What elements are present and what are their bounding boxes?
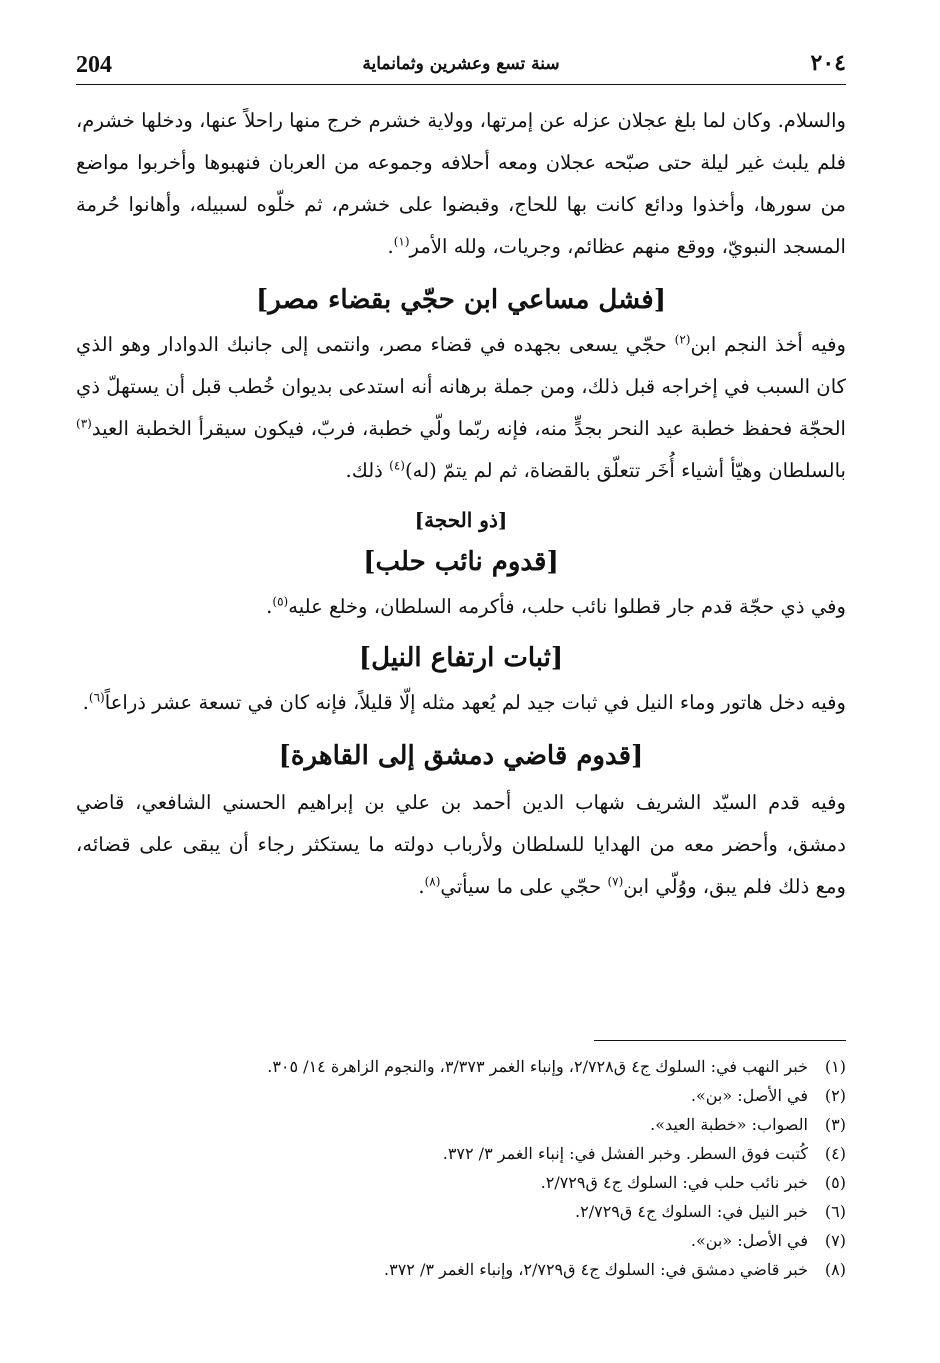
- footnote-separator: [594, 1040, 846, 1041]
- footnote-ref[interactable]: (٥): [272, 594, 289, 609]
- section-heading-ibn-hajji: [فشل مساعي ابن حجّي بقضاء مصر]: [255, 285, 667, 315]
- footnote-ref[interactable]: (٢): [674, 332, 691, 347]
- footnote-ref[interactable]: (٨): [424, 874, 441, 889]
- footnote-6: (٦)خبر النيل في: السلوك ج٤ ق٢/٧٢٩.: [575, 1202, 846, 1221]
- footnote-7: (٧)في الأصل: «بن».: [690, 1231, 846, 1250]
- footnotes: [76, 1052, 846, 1284]
- footnote-2: (٢)في الأصل: «بن».: [690, 1086, 846, 1105]
- footnote-ref[interactable]: (١): [393, 234, 410, 249]
- running-head: [76, 48, 846, 85]
- page-number-arabic: ٢٠٤: [810, 50, 846, 76]
- footnote-ref[interactable]: (٧): [607, 874, 624, 889]
- paragraph-damascus: وفيه قدم السيّد الشريف شهاب الدين أحمد بن علي بن إبراهيم الحسني الشافعي، قاضي دمشق، وأحضر معه من الهدايا للسلطان ولأرباب دولته ما يستكثر رجاء أن يبقى على قضائه، ومع ذلك فلم يبق، ووُلّي ابن$^{(٧)}$ حجّي على ما سيأتي$^{(٨)}$.: [76, 791, 846, 898]
- footnote-5: (٥)خبر نائب حلب في: السلوك ج٤ ق٢/٧٢٩.: [540, 1173, 846, 1192]
- section-heading-aleppo: [قدوم نائب حلب]: [363, 547, 559, 577]
- paragraph-ibn-hajji: وفيه أخذ النجم ابن$^{(٢)}$ حجّي يسعى بجهده في قضاء مصر، وانتمى إلى جانبك الدوادار وهو الذي كان السبب في إخراجه قبل ذلك، ومن جملة برهانه أنه استدعى بديوان خُطب قبل أن يستهلّ ذي الحجّة فحفظ خطبة عيد النحر بجدٍّ منه، فإنه ربّما ولّي خطبة، فربّ، فيكون سيقرأ الخطبة العيد$^{(٣)}$ بالسلطان وهيّأ أشياء أُخَر تتعلّق بالقضاة، ثم لم يتمّ (له)$^{(٤)}$ ذلك.: [76, 332, 846, 482]
- footnote-4: (٤)كُتبت فوق السطر. وخبر الفشل في: إنباء الغمر ٣/ ٣٧٢.: [442, 1144, 846, 1163]
- section-heading-nile: [ثبات ارتفاع النيل]: [358, 643, 564, 673]
- month-heading: [ذو الحجة]: [414, 508, 508, 532]
- running-title: سنة تسع وعشرين وثمانماية: [362, 54, 560, 74]
- main-text: [76, 100, 846, 908]
- paragraph-nile: وفيه دخل هاتور وماء النيل في ثبات جيد لم يُعهد مثله إلّا قليلاً، فإنه كان في تسعة عشر ذراعاً$^{(٦)}$.: [82, 690, 846, 714]
- footnote-1: (١)خبر النهب في: السلوك ج٤ ق٢/٧٢٨، وإنباء الغمر ٣/٣٧٣، والنجوم الزاهرة ١٤/ ٣٠٥.: [267, 1057, 846, 1076]
- footnote-ref[interactable]: (٤): [389, 458, 405, 473]
- footnote-3: (٣)الصواب: «خطبة العيد».: [650, 1115, 846, 1134]
- page-number-latin: 204: [76, 52, 112, 78]
- footnote-8: (٨)خبر قاضي دمشق في: السلوك ج٤ ق٢/٧٢٩، وإنباء الغمر ٣/ ٣٧٢.: [384, 1260, 846, 1279]
- paragraph-opening: والسلام. وكان لما بلغ عجلان عزله عن إمرتها، وولاية خشرم خرج منها راحلاً عنها، ودخلها خشرم، فلم يلبث غير ليلة حتى صبّحه عجلان ومعه أحلافه وجموعه من العربان فنهبوها وأخربوا مواضع من سورها، وأخذوا ودائع كانت بها للحاج، وقبضوا على خشرم، ثم خلّوه لسبيله، وأهانوا حُرمة المسجد النبويّ، ووقع منهم عظائم، وجريات، ولله الأمر$^{(١)}$.: [75, 109, 846, 258]
- paragraph-aleppo: وفي ذي حجّة قدم جار قطلوا نائب حلب، فأكرمه السلطان، وخلع عليه$^{(٥)}$.: [266, 594, 846, 618]
- footnote-ref[interactable]: (٦): [88, 690, 105, 705]
- section-heading-damascus: [قدوم قاضي دمشق إلى القاهرة]: [278, 741, 644, 771]
- footnote-ref[interactable]: (٣): [76, 416, 92, 431]
